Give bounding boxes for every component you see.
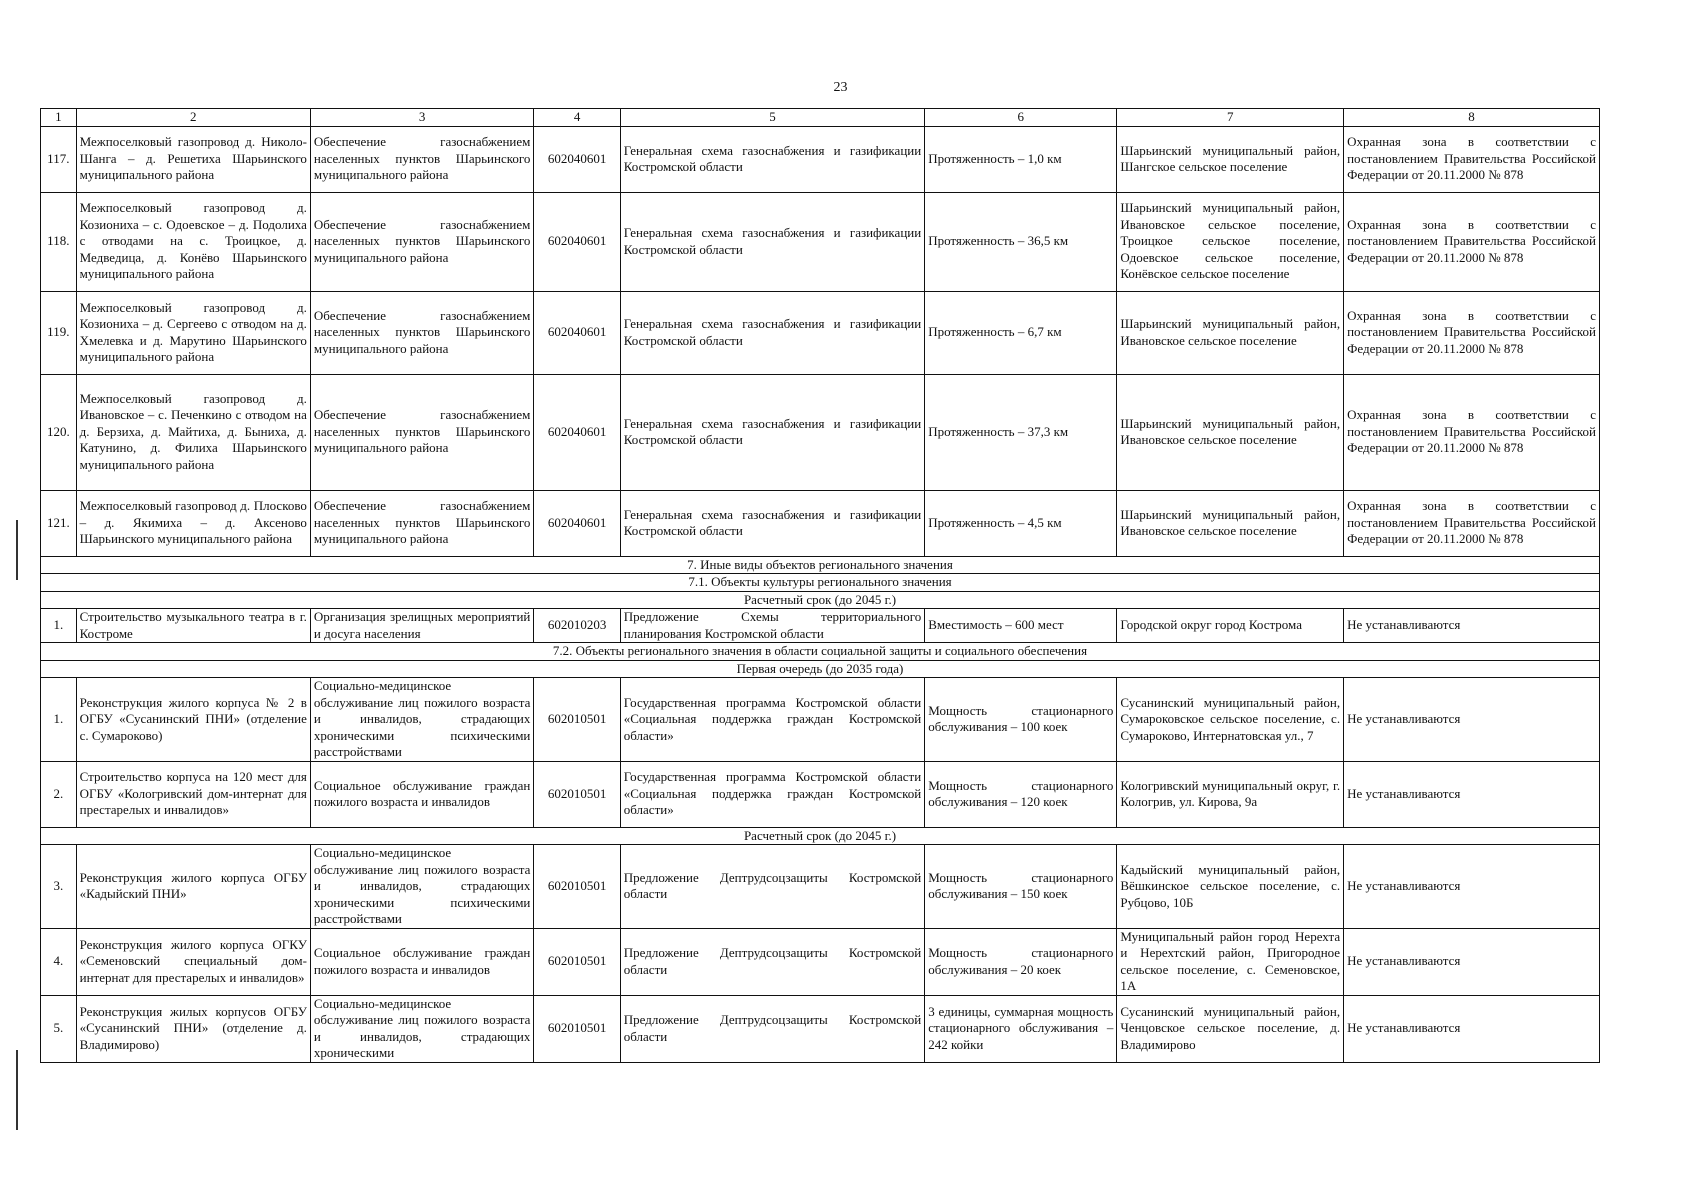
column-number: 3 — [310, 109, 533, 127]
object-code: 602010501 — [534, 678, 620, 762]
object-code: 602040601 — [534, 192, 620, 291]
period-title: Первая очередь (до 2035 года) — [41, 660, 1600, 678]
row-number: 3. — [41, 845, 77, 929]
object-characteristics: Протяженность – 6,7 км — [925, 291, 1117, 374]
table-row — [41, 609, 1600, 643]
object-location: Шарьинский муниципальный район, Ивановское сельское поселение — [1117, 291, 1344, 374]
object-code: 602040601 — [534, 374, 620, 490]
period-title: Расчетный срок (до 2045 г.) — [41, 591, 1600, 609]
row-number: 5. — [41, 995, 77, 1062]
object-location: Муниципальный район город Нерехта и Нерехтский район, Пригородное сельское поселение, с. Семеновское, 1А — [1117, 928, 1344, 995]
object-basis: Предложение Дептрудсоцзащиты Костромской области — [620, 845, 924, 929]
object-purpose: Обеспечение газоснабжением населенных пунктов Шарьинского муниципального района — [310, 126, 533, 192]
object-location: Шарьинский муниципальный район, Ивановское сельское поселение, Троицкое сельское поселение, Одоевское сельское поселение, Конёвское сельское поселение — [1117, 192, 1344, 291]
object-zone: Не устанавливаются — [1344, 678, 1600, 762]
object-purpose: Социально-медицинское обслуживание лиц пожилого возраста и инвалидов, страдающих хроническими психическими расстройствами — [310, 678, 533, 762]
column-number: 8 — [1344, 109, 1600, 127]
object-location: Шарьинский муниципальный район, Ивановское сельское поселение — [1117, 374, 1344, 490]
object-purpose: Обеспечение газоснабжением населенных пунктов Шарьинского муниципального района — [310, 192, 533, 291]
object-zone: Не устанавливаются — [1344, 928, 1600, 995]
row-number: 119. — [41, 291, 77, 374]
object-name: Межпоселковый газопровод д. Козиониха – д. Сергеево с отводом на д. Хмелевка и д. Марутино Шарьинского муниципального района — [76, 291, 310, 374]
margin-line — [16, 520, 18, 580]
object-location: Кадыйский муниципальный район, Вёшкинское сельское поселение, с. Рубцово, 10Б — [1117, 845, 1344, 929]
row-number: 4. — [41, 928, 77, 995]
object-name: Реконструкция жилых корпусов ОГБУ «Сусанинский ПНИ» (отделение д. Владимирово) — [76, 995, 310, 1062]
object-location: Городской округ город Кострома — [1117, 609, 1344, 643]
object-purpose: Организация зрелищных мероприятий и досуга населения — [310, 609, 533, 643]
object-zone: Не устанавливаются — [1344, 761, 1600, 827]
object-characteristics: Вместимость – 600 мест — [925, 609, 1117, 643]
object-characteristics: Протяженность – 37,3 км — [925, 374, 1117, 490]
column-number: 6 — [925, 109, 1117, 127]
object-location: Шарьинский муниципальный район, Ивановское сельское поселение — [1117, 490, 1344, 556]
object-basis: Государственная программа Костромской области «Социальная поддержка граждан Костромской области» — [620, 761, 924, 827]
column-number: 5 — [620, 109, 924, 127]
section-row — [41, 643, 1600, 661]
margin-line — [16, 1050, 18, 1130]
object-basis: Генеральная схема газоснабжения и газификации Костромской области — [620, 374, 924, 490]
object-purpose: Социально-медицинское обслуживание лиц пожилого возраста и инвалидов, страдающих хроническими — [310, 995, 533, 1062]
object-characteristics: 3 единицы, суммарная мощность стационарного обслуживания – 242 койки — [925, 995, 1117, 1062]
row-number: 117. — [41, 126, 77, 192]
object-purpose: Обеспечение газоснабжением населенных пунктов Шарьинского муниципального района — [310, 291, 533, 374]
object-code: 602040601 — [534, 490, 620, 556]
object-location: Сусанинский муниципальный район, Сумароковское сельское поселение, с. Сумароково, Интернатовская ул., 7 — [1117, 678, 1344, 762]
table-row — [41, 678, 1600, 762]
object-code: 602010203 — [534, 609, 620, 643]
period-row — [41, 660, 1600, 678]
object-code: 602010501 — [534, 761, 620, 827]
table-row — [41, 192, 1600, 291]
table-row — [41, 374, 1600, 490]
object-characteristics: Мощность стационарного обслуживания – 20 коек — [925, 928, 1117, 995]
object-basis: Государственная программа Костромской области «Социальная поддержка граждан Костромской области» — [620, 678, 924, 762]
object-zone: Охранная зона в соответствии с постановлением Правительства Российской Федерации от 20.11.2000 № 878 — [1344, 374, 1600, 490]
subsection-title: 7.1. Объекты культуры регионального значения — [41, 574, 1600, 592]
object-name: Реконструкция жилого корпуса ОГКУ «Семеновский специальный дом-интернат для престарелых и инвалидов» — [76, 928, 310, 995]
table-row — [41, 845, 1600, 929]
object-name: Межпоселковый газопровод д. Ивановское – с. Печенкино с отводом на д. Берзиха, д. Майтиха, д. Быниха, д. Катунино, д. Филиха Шарьинского муниципального района — [76, 374, 310, 490]
object-basis: Генеральная схема газоснабжения и газификации Костромской области — [620, 192, 924, 291]
object-code: 602010501 — [534, 995, 620, 1062]
object-name: Реконструкция жилого корпуса ОГБУ «Кадыйский ПНИ» — [76, 845, 310, 929]
object-basis: Предложение Схемы территориального планирования Костромской области — [620, 609, 924, 643]
object-name: Межпоселковый газопровод д. Козиониха – с. Одоевское – д. Подолиха с отводами на с. Троицкое, д. Медведица, д. Конёво Шарьинского муниципального района — [76, 192, 310, 291]
object-characteristics: Протяженность – 36,5 км — [925, 192, 1117, 291]
page-number: 23 — [833, 80, 848, 95]
object-name: Межпоселковый газопровод д. Николо-Шанга – д. Решетиха Шарьинского муниципального района — [76, 126, 310, 192]
object-code: 602010501 — [534, 845, 620, 929]
section-row — [41, 556, 1600, 574]
object-name: Реконструкция жилого корпуса № 2 в ОГБУ «Сусанинский ПНИ» (отделение с. Сумароково) — [76, 678, 310, 762]
object-purpose: Обеспечение газоснабжением населенных пунктов Шарьинского муниципального района — [310, 490, 533, 556]
row-number: 1. — [41, 678, 77, 762]
object-basis: Предложение Дептрудсоцзащиты Костромской области — [620, 928, 924, 995]
table-row — [41, 928, 1600, 995]
object-basis: Генеральная схема газоснабжения и газификации Костромской области — [620, 126, 924, 192]
object-characteristics: Мощность стационарного обслуживания – 100 коек — [925, 678, 1117, 762]
object-location: Сусанинский муниципальный район, Ченцовское сельское поселение, д. Владимирово — [1117, 995, 1344, 1062]
period-row — [41, 827, 1600, 845]
object-characteristics: Протяженность – 1,0 км — [925, 126, 1117, 192]
row-number: 2. — [41, 761, 77, 827]
row-number: 121. — [41, 490, 77, 556]
object-basis: Генеральная схема газоснабжения и газификации Костромской области — [620, 490, 924, 556]
object-basis: Генеральная схема газоснабжения и газификации Костромской области — [620, 291, 924, 374]
section-title: 7. Иные виды объектов регионального значения — [41, 556, 1600, 574]
subsection-title: 7.2. Объекты регионального значения в области социальной защиты и социального обеспечения — [41, 643, 1600, 661]
objects-table — [40, 108, 1600, 1063]
object-purpose: Социально-медицинское обслуживание лиц пожилого возраста и инвалидов, страдающих хроническими психическими расстройствами — [310, 845, 533, 929]
table-row — [41, 490, 1600, 556]
object-characteristics: Мощность стационарного обслуживания – 150 коек — [925, 845, 1117, 929]
row-number: 120. — [41, 374, 77, 490]
table-row — [41, 995, 1600, 1062]
object-characteristics: Протяженность – 4,5 км — [925, 490, 1117, 556]
object-code: 602010501 — [534, 928, 620, 995]
object-characteristics: Мощность стационарного обслуживания – 120 коек — [925, 761, 1117, 827]
object-zone: Охранная зона в соответствии с постановлением Правительства Российской Федерации от 20.11.2000 № 878 — [1344, 490, 1600, 556]
object-zone: Не устанавливаются — [1344, 609, 1600, 643]
row-number: 118. — [41, 192, 77, 291]
object-purpose: Социальное обслуживание граждан пожилого возраста и инвалидов — [310, 761, 533, 827]
object-name: Строительство музыкального театра в г. Костроме — [76, 609, 310, 643]
object-zone: Не устанавливаются — [1344, 995, 1600, 1062]
object-location: Шарьинский муниципальный район, Шангское сельское поселение — [1117, 126, 1344, 192]
period-row — [41, 591, 1600, 609]
object-location: Кологривский муниципальный округ, г. Кологрив, ул. Кирова, 9а — [1117, 761, 1344, 827]
object-purpose: Социальное обслуживание граждан пожилого возраста и инвалидов — [310, 928, 533, 995]
object-name: Межпоселковый газопровод д. Плосково – д. Якимиха – д. Аксеново Шарьинского муниципального района — [76, 490, 310, 556]
object-code: 602040601 — [534, 126, 620, 192]
period-title: Расчетный срок (до 2045 г.) — [41, 827, 1600, 845]
object-purpose: Обеспечение газоснабжением населенных пунктов Шарьинского муниципального района — [310, 374, 533, 490]
object-name: Строительство корпуса на 120 мест для ОГБУ «Кологривский дом-интернат для престарелых и инвалидов» — [76, 761, 310, 827]
object-zone: Не устанавливаются — [1344, 845, 1600, 929]
row-number: 1. — [41, 609, 77, 643]
column-number-row — [41, 109, 1600, 127]
object-code: 602040601 — [534, 291, 620, 374]
table-row — [41, 761, 1600, 827]
object-basis: Предложение Дептрудсоцзащиты Костромской области — [620, 995, 924, 1062]
table-row — [41, 291, 1600, 374]
object-zone: Охранная зона в соответствии с постановлением Правительства Российской Федерации от 20.11.2000 № 878 — [1344, 126, 1600, 192]
table-row — [41, 126, 1600, 192]
column-number: 4 — [534, 109, 620, 127]
column-number: 1 — [41, 109, 77, 127]
column-number: 2 — [76, 109, 310, 127]
object-zone: Охранная зона в соответствии с постановлением Правительства Российской Федерации от 20.11.2000 № 878 — [1344, 291, 1600, 374]
section-row — [41, 574, 1600, 592]
column-number: 7 — [1117, 109, 1344, 127]
object-zone: Охранная зона в соответствии с постановлением Правительства Российской Федерации от 20.11.2000 № 878 — [1344, 192, 1600, 291]
